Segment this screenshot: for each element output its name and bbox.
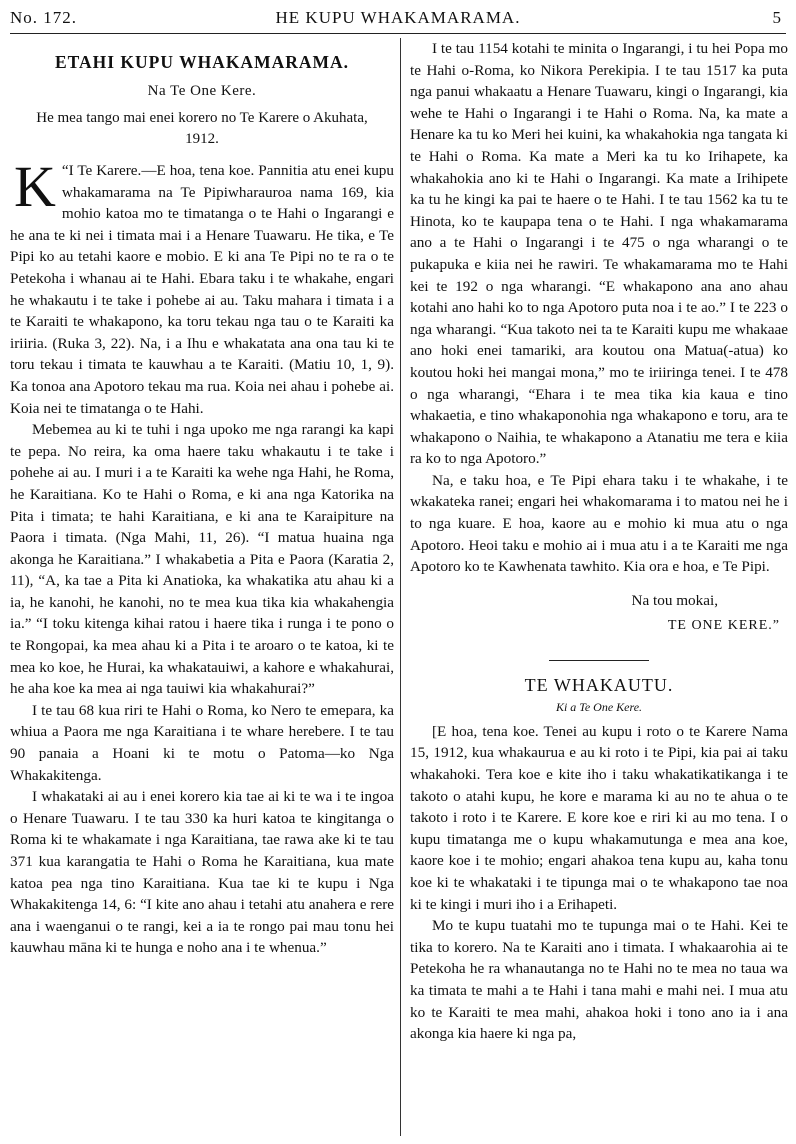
column-divider — [400, 38, 401, 1136]
issue-number: No. 172. — [10, 8, 78, 27]
article-title: ETAHI KUPU WHAKAMARAMA. — [54, 52, 350, 72]
article-source: He mea tango mai enei korero no Te Karere o Akuhata, 1912. — [36, 110, 368, 147]
article-paragraph: I te tau 68 kua riri te Hahi o Roma, ko Nero te emepara, ka whiua a Paora me nga Karaitiana i te whare herebere. I te tau 90 panaia a Hoani ki te motu o Patoma—ko Nga Whakakitenga. — [10, 701, 394, 784]
page-number: 5 — [772, 8, 782, 27]
article-byline: Na Te One Kere. — [147, 83, 257, 99]
reply-title: TE WHAKAUTU. — [524, 674, 674, 695]
article-paragraph: Na, e taku hoa, e Te Pipi ehara taku i te whakahe, i te wkakateka ranei; engari hei whakomarama i to matou nei he i to nga kuare. E hoa, kaore au e mohio ki mua atu o nga Apotoro. Heoi taku e mohio ai i mua atu i a te Karaiti me nga Apotoro ko te Kawhenata tawhito. Kia ora e hoa, e Te Pipi. — [410, 471, 788, 576]
page-header — [10, 6, 786, 36]
signature: TE ONE KERE.” — [667, 617, 780, 633]
article-paragraph — [10, 154, 394, 419]
paragraph-text: “I Te Karere.—E hoa, tena koe. Pannitia atu enei kupu whakamarama na Te Pipiwharauroa nama 169, kia mohio katoa mo te timatanga o te Hahi o Ingarangi e he ana te ki nei i timata mai i a Henare Tuawaru. He tika, e Te Pipi ko au tetahi kaore e mobio. E ki ana Te Pipi no te ra o te Petekoha i whanau ai te Hahi. Ebara taku i te whakahe, engari he whakautu i te take i pohebe ai au. Taku mahara i timata i a te Karaiti te whakapono, ka toru tekau nga tau o te Karaiti ka iriiria. (Ruka 3, 22). Na, i a Ihu e whakatata ana ona tau ki te toru tekau i timata te kauwhau a te Karaiti. (Matiu 10, 1, 9). Ka tonoa ana Apotoro tekau ma rua. Koia nei ahau i pohebe ai. Koia nei te timatanga o te Hahi. — [10, 162, 394, 417]
article-paragraph: Mebemea au ki te tuhi i nga upoko me nga rarangi ka kapi te pepa. No reira, ka oma haere taku whakautu i te take i pohehe ai au. I muri i a te Karaiti ka wehe nga Hahi, he Roma, he Karaitiana. Ko te Hahi o Roma, e ki ana nga Katorika na Pita i timata; te hahi Karaitiana, e ki ana te Karaipiture na Paora i timata. (Nga Mahi, 11, 26). “I matua huaina nga akonga he Karaitiana.” I whakabetia a Pita e Paora (Karatia 2, 11), “A, ka tae a Pita ki Anatioka, ka whakatika atu ahau ki a ia, he kanohi, he kanohi, no te mea kua tika kia whakahengia ia.” “I toku kitenga kihai ratou i haere tika i runga i te pono o te Rongopai, ka mea ahau ki a Pita i te aroaro o te katoa, ki te mea ko koe, he Hurai, ka whakatauiwi, a kahore e whakahurai, he aha koe ka mea ai nga tauiwi kia whakahurai?” — [10, 421, 394, 698]
article-paragraph: Mo te kupu tuatahi mo te tupunga mai o te Hahi. Kei te tika to korero. Na te Karaiti ano i timata. I whakaarohia ai te Petekoha he ra whanautanga no te Hahi no te mea no taua wa ka timata te mahi a te Hahi i tana mahi e mahi nei. I mua atu ko te Karaiti te mea mahi, ahakoa hoki i tono ano ia i ana akonga kia haere ki nga pa, — [410, 917, 788, 1043]
article-paragraph: [E hoa, tena koe. Tenei au kupu i roto o te Karere Nama 15, 1912, kua whakaurua e au ki roto i te Pipi, kia pai ai taku whakahoki. Tera koe e kite iho i taku whakatikatikanga i te takoto o atahi kupu, he kore e marama ki au no te ahua o te takoto i roto i te Karere. E kore koe e riri ki au mo tena. I o kupu timatanga me o kupu whakamutunga e mea ana koe, kaore koe i te mohio; engari ahakoa tena kupu au, kaha tonu koe ki te whakataki i te tipunga mai o te whakapono tae noa ki te kingi i muri iho i a Erihapeti. — [410, 722, 788, 913]
header-rule — [10, 33, 786, 34]
reply-byline: Ki a Te One Kere. — [555, 699, 643, 714]
drop-cap: K — [14, 154, 56, 219]
article-paragraph: I whakataki ai au i enei korero kia tae ai ki te wa i te ingoa o Henare Tuawaru. I te tau 330 ka huri katoa te kingitanga o Roma ki te whakamate i nga Karaitiana, tae rawa ake ki te tau 371 kua karangatia te Hahi o Roma he Karaitiana, kua mate katoa pea nga tino Karaitiana. Kua tae ki te kupu i Nga Whakakitenga 14, 6: “I kite ano ahau i tetahi atu anahera e rere ana i waenganui o te rangi, kei a ia te rongo pai mau tonu hei kauwhau māna ki te hunga e noho ana i te whenua.” — [10, 788, 394, 957]
article-paragraph: I te tau 1154 kotahi te minita o Ingarangi, i tu hei Popa mo te Hahi o-Roma, ko Nikora Perekipia. I te tau 1517 ka puta nga panui whakaatu a Henare Tuawaru, kingi o Ingarangi, kia wehe te Hahi o Ingarangi i te Hahi o Roma. Na, ka mate a Henare ka tu ko Meri hei kuini, ka whakahokia nga tangata ki te Hahi o Roma. Ka mate a Meri ka tu ko Irihapete, ka whakahokia ano ki te Hahi o Ingarangi. Ka mate a Irihipete ka tu he kingi ka pai te haere o te Hahi. I te tau 1562 ka tu te Hinota, ko te kaupapa tena o te Hahi. I nga whakamarama ano a te Hahi o Ingarangi i te 475 o nga wharangi o te pukapuka e kiia nei he rawiri. Te whakamarama mo te Hahi kei te 192 o nga wharangi. “E whakapono ana ano ahau kotahi ano hahi ko to nga Apotoro puta noa i te ao.” I te 223 o nga wharangi. “Kua takoto nei ta te Karaiti kupu me whakaae ano hoki enei tamariki, ara koutou ona Matua(-atua) ko koutou hoki hei mangai mona,” mo te iriiringa tenei. I te 478 o nga wharangi, “Ehara i te mea tika kia kaua e tino whakaetia, e tino whakaponohia nga whakapono e toru, ara te whakapono o Naihia, te whakapono a Atanatiu me tera e kiia ra ko to nga Apotoro.” — [410, 40, 788, 468]
signoff: Na tou mokai, — [631, 591, 718, 609]
left-column — [10, 38, 394, 1138]
section-separator — [549, 660, 649, 661]
right-column — [410, 38, 788, 1138]
running-title: HE KUPU WHAKAMARAMA. — [275, 8, 521, 27]
